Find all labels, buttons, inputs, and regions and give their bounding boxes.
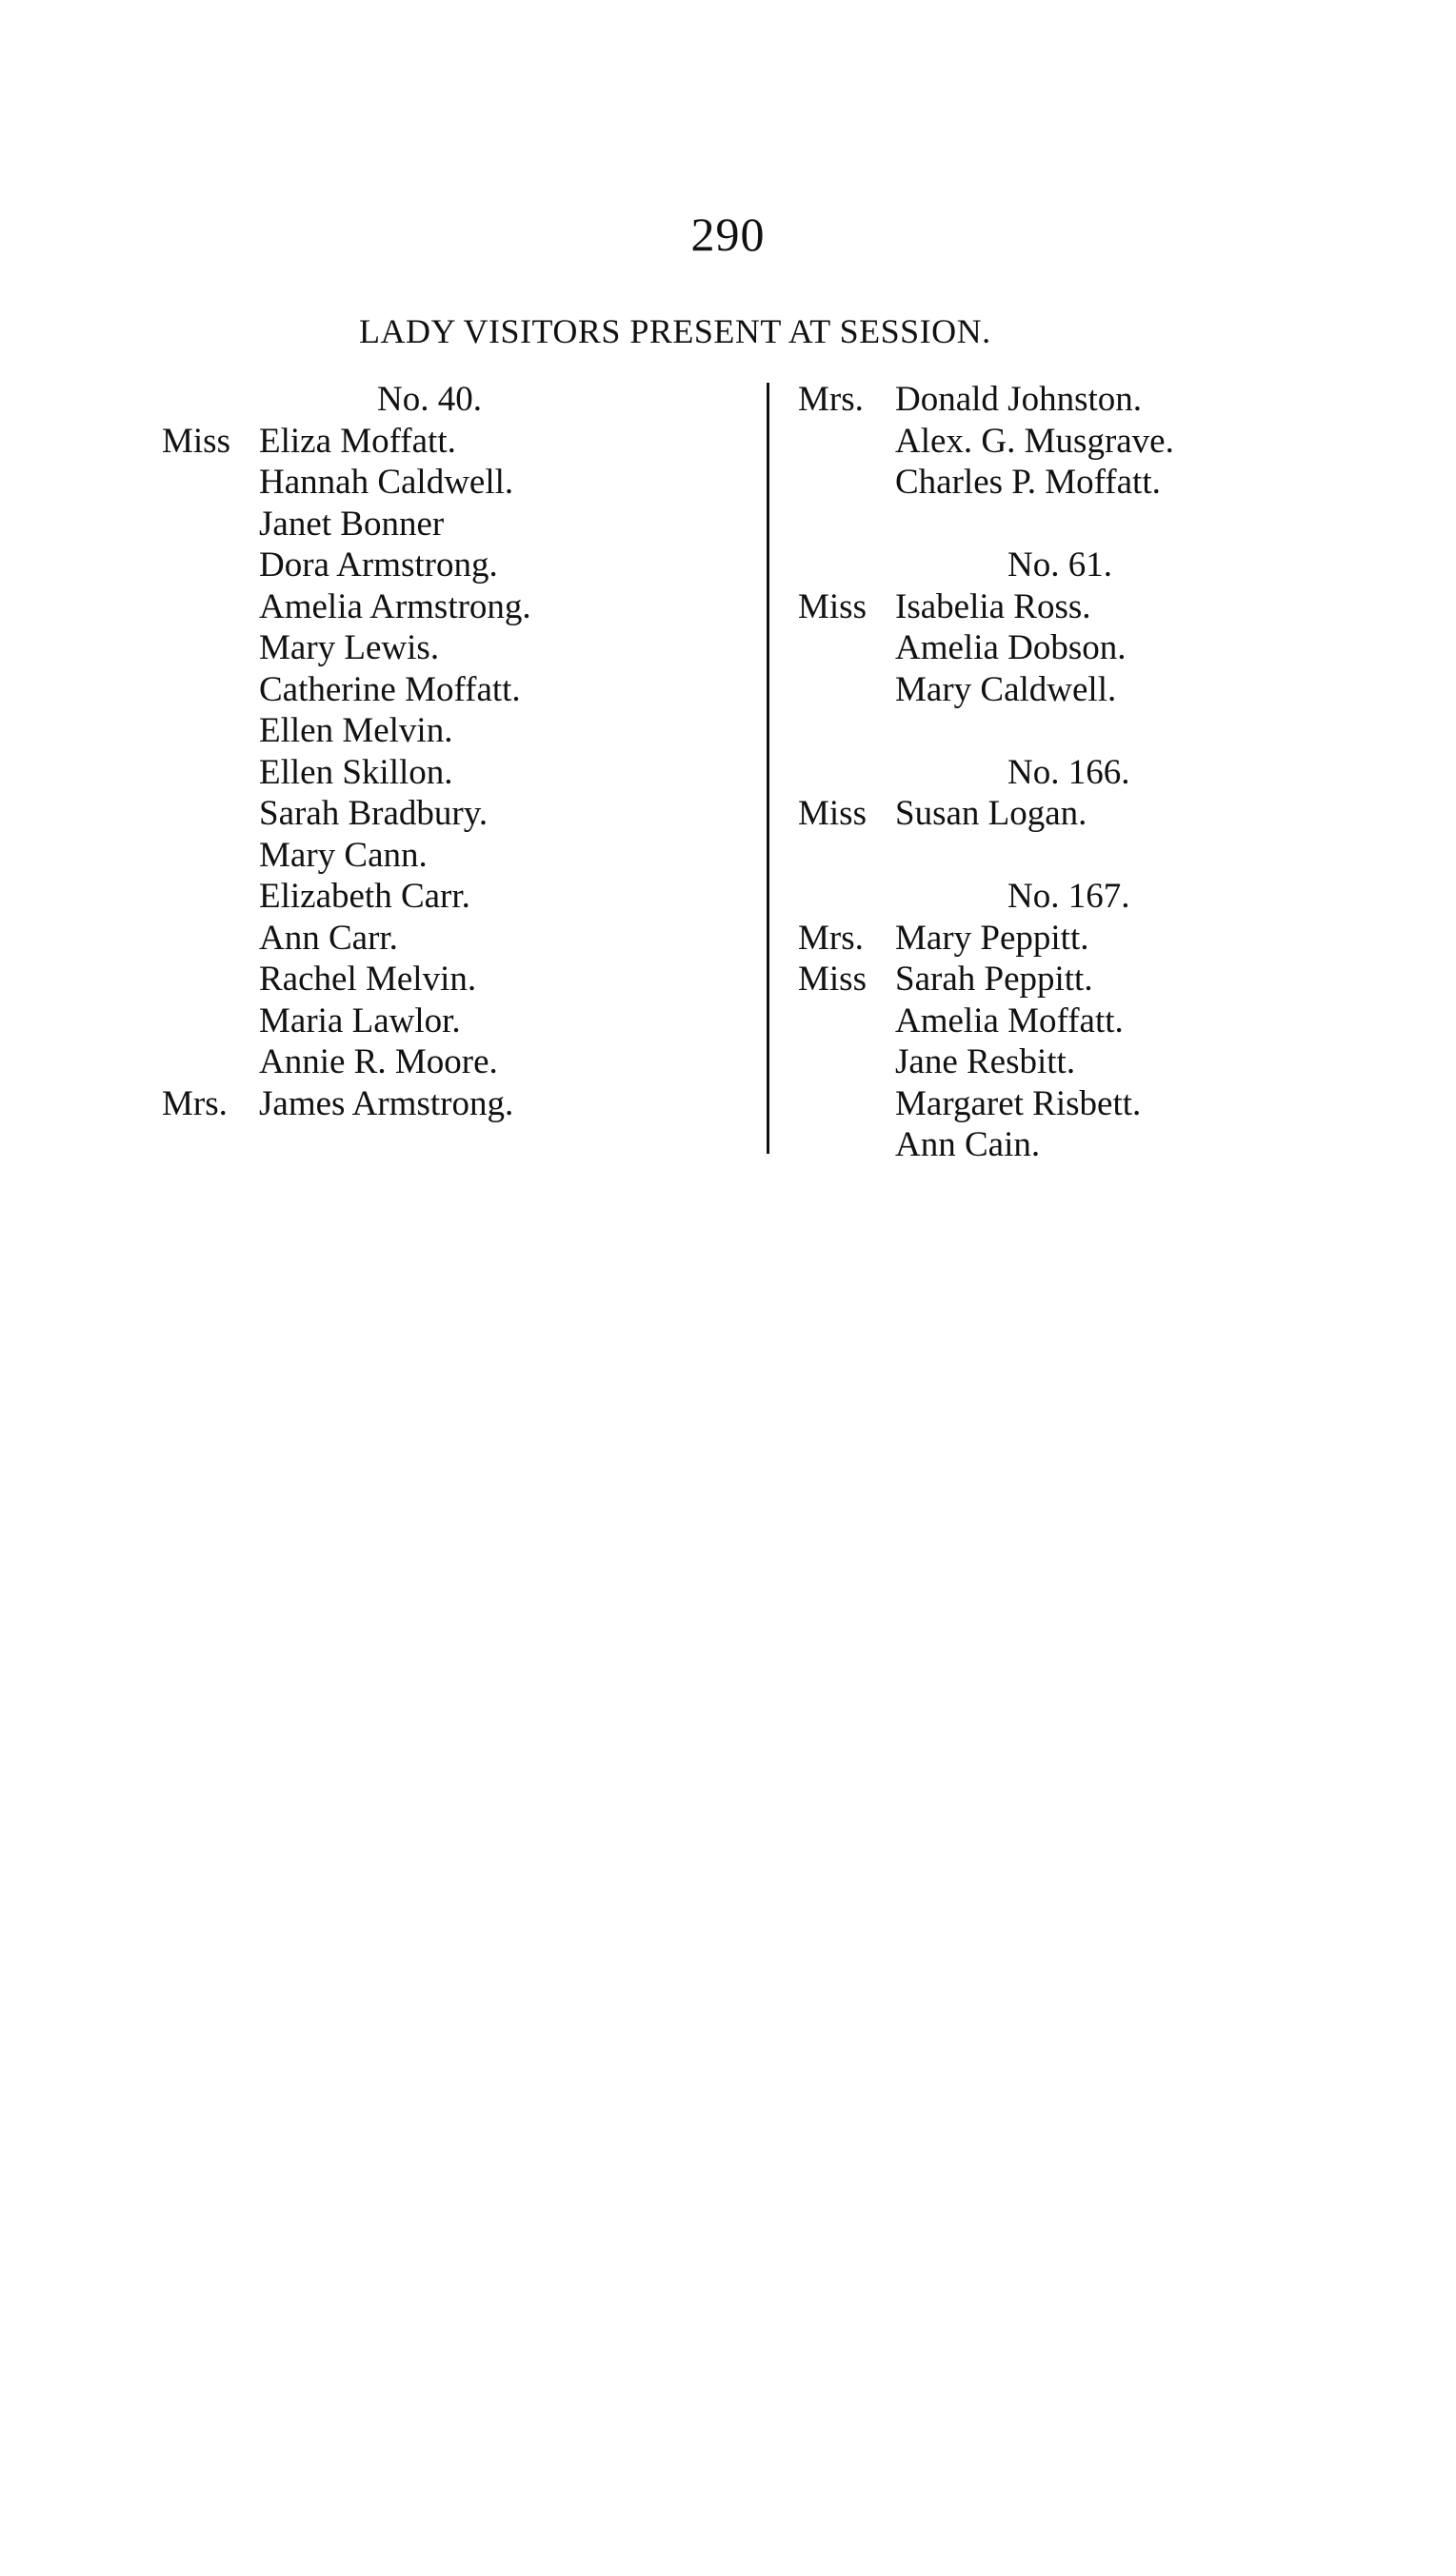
visitor-name: Margaret Risbett.	[895, 1083, 1142, 1123]
title-prefix: Miss	[162, 421, 230, 461]
list-item	[798, 586, 1293, 628]
list-item	[162, 959, 752, 1001]
section-heading: No. 40.	[377, 380, 482, 419]
list-item	[798, 1041, 1293, 1083]
list-item	[162, 545, 752, 586]
list-item	[798, 421, 1293, 463]
list-item	[162, 835, 752, 877]
visitor-name: Mary Peppitt.	[895, 918, 1089, 958]
visitor-name: Amelia Dobson.	[895, 628, 1127, 667]
list-item	[162, 752, 752, 794]
list-item	[798, 918, 1293, 960]
visitor-name: Hannah Caldwell.	[259, 463, 514, 502]
list-item	[162, 421, 752, 463]
visitor-name: Ellen Skillon.	[259, 752, 453, 792]
visitor-name: Mary Caldwell.	[895, 669, 1117, 709]
title-prefix: Mrs.	[798, 380, 864, 419]
list-item	[162, 627, 752, 669]
title-prefix: Miss	[798, 960, 867, 999]
list-item	[162, 504, 752, 545]
visitor-name: Jane Resbitt.	[895, 1042, 1076, 1081]
section-heading: No. 167.	[1007, 877, 1130, 916]
list-item	[798, 669, 1293, 711]
visitor-name: Maria Lawlor.	[259, 1001, 461, 1040]
list-item	[162, 793, 752, 835]
visitor-name: Ellen Melvin.	[259, 711, 453, 750]
visitor-name: Sarah Bradbury.	[259, 794, 489, 833]
list-item	[162, 876, 752, 918]
visitor-name: Janet Bonner	[259, 504, 445, 544]
title-prefix: Miss	[798, 794, 867, 833]
list-item	[798, 379, 1293, 421]
page-title: LADY VISITORS PRESENT AT SESSION.	[359, 312, 991, 350]
list-item	[798, 462, 1293, 504]
title-prefix: Mrs.	[162, 1083, 228, 1123]
visitor-name: Ann Carr.	[259, 918, 398, 958]
list-item	[798, 1001, 1293, 1042]
list-item	[798, 959, 1293, 1001]
left-column	[162, 379, 752, 1124]
list-item	[162, 1001, 752, 1042]
list-item	[162, 462, 752, 504]
visitor-name: Sarah Peppitt.	[895, 960, 1093, 999]
visitor-name: Charles P. Moffatt.	[895, 463, 1161, 502]
list-item	[162, 586, 752, 628]
visitor-name: Mary Cann.	[259, 835, 428, 875]
page-number: 290	[690, 208, 766, 261]
visitor-name: Elizabeth Carr.	[259, 877, 470, 916]
visitor-name: Susan Logan.	[895, 794, 1087, 833]
visitor-name: Mary Lewis.	[259, 628, 440, 667]
list-item	[162, 1041, 752, 1083]
visitor-name: Annie R. Moore.	[259, 1042, 498, 1081]
list-item	[798, 1083, 1293, 1125]
list-item	[798, 793, 1293, 835]
visitor-name: Amelia Moffatt.	[895, 1001, 1124, 1040]
list-item	[162, 918, 752, 960]
section-heading: No. 166.	[1007, 752, 1130, 792]
visitor-name: Catherine Moffatt.	[259, 669, 521, 709]
visitor-name: James Armstrong.	[259, 1083, 514, 1123]
column-divider	[767, 383, 769, 1154]
list-item	[798, 1124, 1293, 1166]
title-prefix: Miss	[798, 586, 867, 626]
visitor-name: Rachel Melvin.	[259, 960, 477, 999]
list-item	[798, 627, 1293, 669]
list-item	[162, 669, 752, 711]
title-prefix: Mrs.	[798, 918, 864, 958]
visitor-name: Eliza Moffatt.	[259, 421, 456, 461]
visitor-name: Dora Armstrong.	[259, 545, 498, 585]
right-column	[798, 379, 1293, 1166]
list-item	[162, 710, 752, 752]
visitor-name: Amelia Armstrong.	[259, 586, 531, 626]
visitor-name: Donald Johnston.	[895, 380, 1142, 419]
visitor-name: Ann Cain.	[895, 1125, 1041, 1164]
section-heading: No. 61.	[1007, 545, 1112, 585]
visitor-name: Isabelia Ross.	[895, 586, 1091, 626]
list-item	[162, 1083, 752, 1125]
visitor-name: Alex. G. Musgrave.	[895, 421, 1174, 461]
